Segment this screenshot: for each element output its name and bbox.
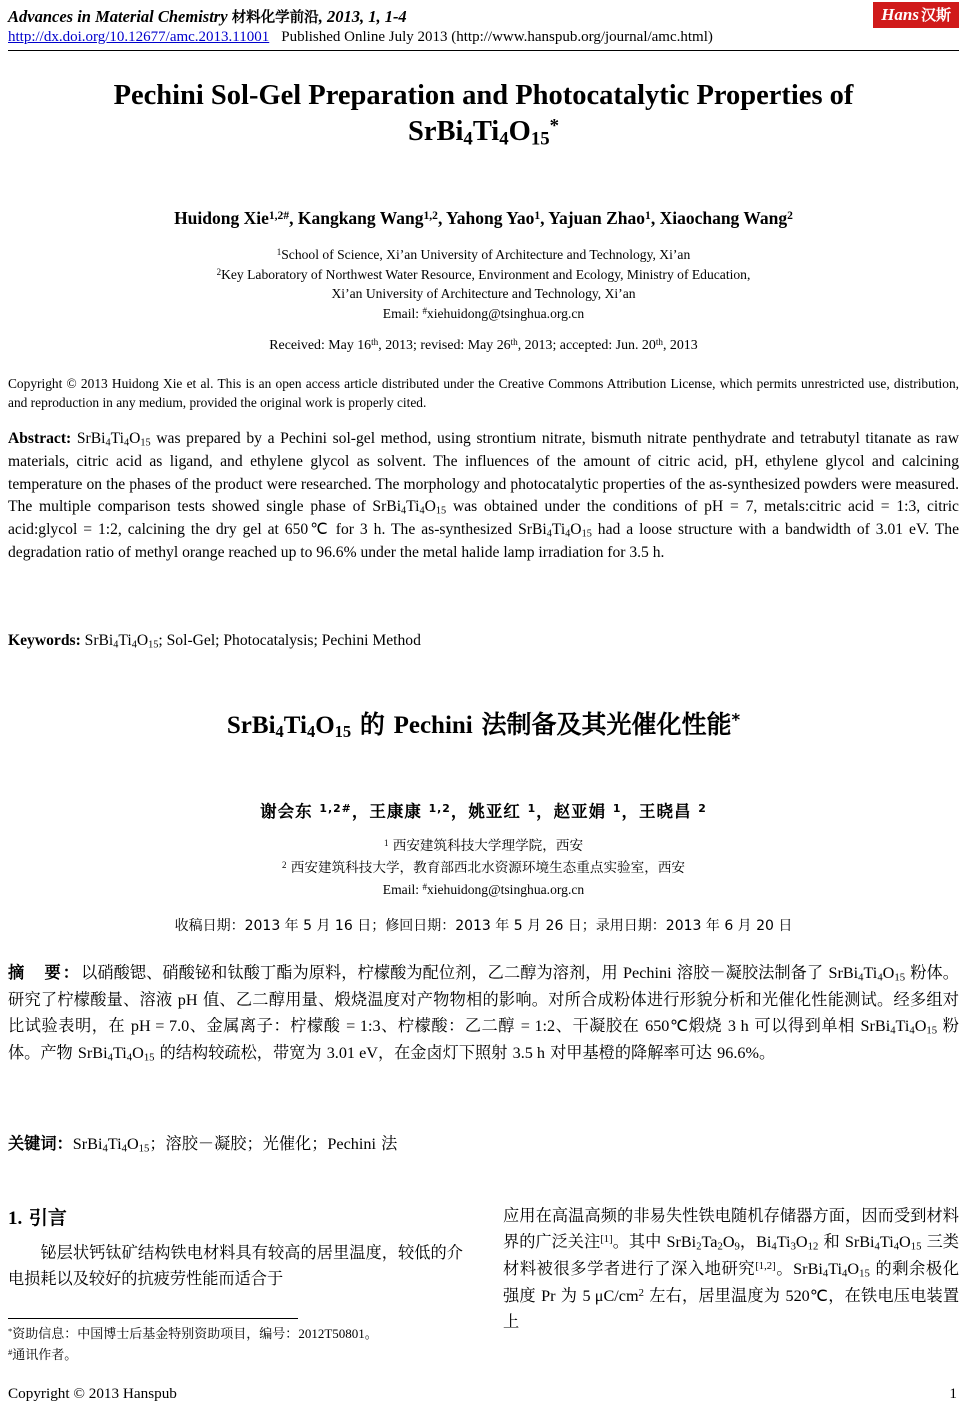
affiliations-cn xyxy=(68,835,899,901)
footnote-corresponding: #通讯作者。 xyxy=(8,1346,78,1363)
affiliation-cn-2: $^2$ 西安建筑科技大学，教育部西北水资源环境生态重点实验室，西安 xyxy=(281,860,686,877)
footnote-divider xyxy=(8,1318,298,1319)
affiliation-1: $^1$School of Science, Xi’an University of Architecture and Technology, Xi’an xyxy=(276,246,691,262)
page-title-cn xyxy=(28,705,939,742)
title-cn-formula: $SrBi_4Ti_4O_{15}$ xyxy=(226,712,352,742)
received-dates-cn: 收稿日期：2013 年 5 月 16 日；修回日期：2013 年 5 月 26 日；录用日期：2013 年 6 月 20 日 xyxy=(174,918,793,934)
section-heading-1 xyxy=(8,1203,463,1230)
doi-line xyxy=(8,29,959,46)
copyright-statement: Copyright © 2013 Huidong Xie et al. This is an open access article distributed under the Creative Commons Attribution License, which permits unrestricted use, distribution, and reproduction in any medium, provided the original work is properly cited. xyxy=(8,376,959,410)
authors-en: Huidong Xie$^{1,2\#}$, Kangkang Wang$^{1,2}$, Yahong Yao$^1$, Yajuan Zhao$^1$, Xiaochang Wang$^2$ xyxy=(174,208,793,228)
journal-volume-info: , 2013, 1, 1-4 xyxy=(318,7,407,26)
publisher-logo-latin: Hans xyxy=(881,5,919,24)
journal-header xyxy=(8,6,959,46)
title-cn-rest: 的 Pechini 法制备及其光催化性能* xyxy=(359,710,741,739)
abstract-cn: 摘 要：以硝酸锶、硝酸铋和钛酸丁酯为原料，柠檬酸为配位剂，乙二醇为溶剂，用 Pechini 溶胶－凝胶法制备了 $SrBi_4Ti_4O_{15}$ 粉体。研究了柠檬酸量、溶液 pH 值、乙二醇用量、煅烧温度对产物物相的影响。对所合成粉体进行形貌分析和光催化性能测试。经多组对比试验表明，在 pH = 7.0、金属离子：柠檬酸 = 1:3、柠檬酸：乙二醇 = 1:2、干凝胶在 650℃煅烧 3 h 可以得到单相 $SrBi_4Ti_4O_{15}$ 粉体。产物 $SrBi_4Ti_4O_{15}$ 的结构较疏松，带宽为 3.01 eV，在金卤灯下照射 3.5 h 对甲基橙的降解率可达 96.6%。 xyxy=(8,963,959,1064)
title-formula: $SrBi_4Ti_4O_{15}^*$ xyxy=(407,115,560,150)
affiliation-2: $^2$Key Laboratory of Northwest Water Resource, Environment and Ecology, Ministry of Education, xyxy=(216,266,751,282)
affiliation-2-cont: Xi’an University of Architecture and Technology, Xi’an xyxy=(331,286,636,302)
affiliations xyxy=(68,245,899,324)
column-left xyxy=(8,1203,463,1292)
section-number: 1. xyxy=(8,1208,23,1229)
footnotes xyxy=(8,1324,468,1365)
abstract-en: Abstract: $SrBi_4Ti_4O_{15}$ was prepared by a Pechini sol-gel method, using strontium nitrate, bismuth nitrate penthydrate and tetrabutyl titanate as raw materials, citric acid as ligand, and ethylene glycol as solvent. The influences of the amount of citric acid, pH, ethylene glycol and calcining temperature on the phases of the product were researched. The morphology and photocatalytic properties of the as-synthesized powders were measured. The multiple comparison tests showed single phase of $SrBi_4Ti_4O_{15}$ was obtained under the conditions of pH = 7, metals:citric acid = 1:3, citric acid:glycol = 1:2, calcining the dry gel at 650℃ for 3 h. The as-synthesized $SrBi_4Ti_4O_{15}$ had a loose structure with a bandwidth of 3.01 eV. The degradation ratio of methyl orange reached up to 96.6% under the metal halide lamp irradiation for 3.5 h. xyxy=(8,430,959,561)
abstract-cn-label: 摘 要： xyxy=(8,963,82,982)
footnote-funding: *资助信息：中国博士后基金特别资助项目，编号：2012T50801。 xyxy=(8,1326,378,1342)
keywords-cn: 关键词：$SrBi_4Ti_4O_{15}$；溶胶－凝胶；光催化；Pechini 法 xyxy=(8,1134,398,1155)
contact-email: Email: #xiehuidong@tsinghua.org.cn xyxy=(382,306,585,322)
affiliation-cn-1: $^1$ 西安建筑科技大学理学院，西安 xyxy=(383,837,584,854)
keywords-en: Keywords: $SrBi_4Ti_4O_{15}$; Sol-Gel; Photocatalysis; Pechini Method xyxy=(8,632,421,651)
paragraph-left-1: 铋层状钙钛矿结构铁电材料具有较高的居里温度，较低的介电损耗以及较好的抗疲劳性能而适合于 xyxy=(8,1243,463,1289)
section-title: 引言 xyxy=(28,1207,67,1229)
header-divider xyxy=(8,50,959,51)
keywords-cn-label: 关键词： xyxy=(8,1134,73,1153)
title-line-1: Pechini Sol-Gel Preparation and Photocatalytic Properties of xyxy=(113,80,854,111)
abstract-label: Abstract: xyxy=(8,430,72,447)
received-dates: Received: May 16th, 2013; revised: May 26th, 2013; accepted: Jun. 20th, 2013 xyxy=(269,337,698,354)
page-title xyxy=(28,78,939,151)
journal-name: Advances in Material Chemistry xyxy=(8,7,228,26)
authors-cn: 谢会东 $^{1,2\#}$，王康康 $^{1,2}$，姚亚红 $^1$，赵亚娟 $^1$，王晓昌 $^2$ xyxy=(260,802,707,821)
publisher-logo-cn: 汉斯 xyxy=(920,6,951,24)
doi-link[interactable]: http://dx.doi.org/10.12677/amc.2013.11001 xyxy=(8,29,270,45)
column-right xyxy=(503,1203,959,1336)
keywords-label: Keywords: xyxy=(8,632,81,649)
journal-title-line xyxy=(8,6,959,27)
publisher-logo xyxy=(873,2,959,28)
published-online-text: Published Online July 2013 (http://www.hanspub.org/journal/amc.html) xyxy=(281,29,713,45)
paragraph-right-1: 应用在高温高频的非易失性铁电随机存储器方面，因而受到材料界的广泛关注[1]。其中 $SrBi_2Ta_2O_9$，$Bi_4Ti_3O_{12}$ 和 $SrBi_4Ti_4O_{15}$ 三类材料被很多学者进行了深入地研究[1,2]。$SrBi_4Ti_4O_{15}$ 的剩余极化强度 Pr 为 5 $\mu C/cm^2$ 左右，居里温度为 520℃，在铁电压电装置上 xyxy=(503,1206,960,1332)
footer-copyright: Copyright © 2013 Hanspub xyxy=(8,1385,177,1402)
journal-name-cn: 材料化学前沿 xyxy=(231,10,319,26)
contact-email-cn: Email: #xiehuidong@tsinghua.org.cn xyxy=(382,882,585,898)
footer-page-number: 1 xyxy=(949,1385,957,1402)
